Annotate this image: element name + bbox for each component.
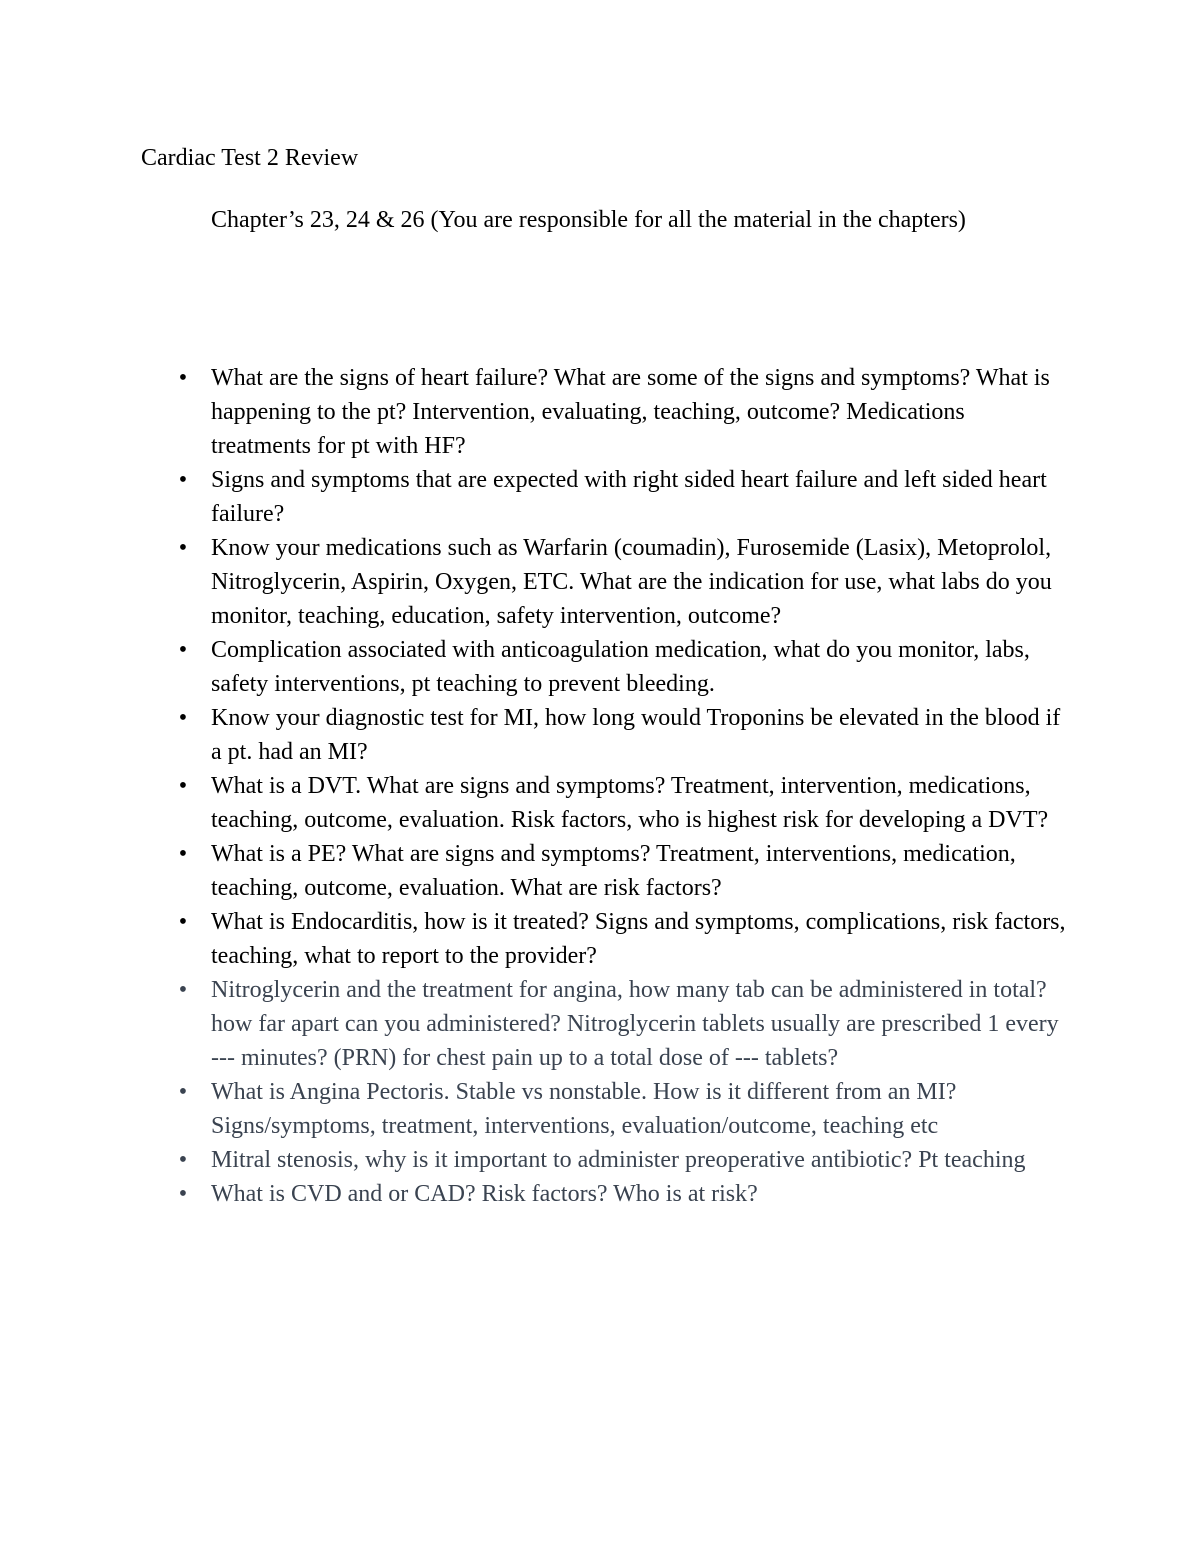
bullet-icon: • [178,637,188,663]
bullet-icon: • [178,773,188,799]
bullet-icon: • [178,535,188,561]
list-item [178,361,1069,463]
bullet-icon: • [178,977,188,1003]
document-title: Cardiac Test 2 Review [141,145,359,171]
bullet-icon: • [178,1147,188,1173]
chapters-note: Chapter’s 23, 24 & 26 (You are responsible for all the material in the chapters) [211,207,966,233]
list-item [178,1075,1069,1143]
list-item [178,1143,1069,1177]
list-item [178,1177,1069,1211]
list-item-text: What is Angina Pectoris. Stable vs nonstable. How is it different from an MI? Signs/symptoms, treatment, interventions, evaluation/outcome, teaching etc [211,1079,957,1139]
list-item-text: Mitral stenosis, why is it important to administer preoperative antibiotic? Pt teaching [211,1147,1026,1173]
bullet-icon: • [178,841,188,867]
list-item [178,463,1069,531]
list-item [178,905,1069,973]
list-item [178,973,1069,1075]
bullet-icon: • [178,705,188,731]
list-item [178,633,1069,701]
list-item-text: What is a PE? What are signs and symptoms? Treatment, interventions, medication, teaching, outcome, evaluation. What are risk factors? [211,841,1016,901]
list-item-text: What is Endocarditis, how is it treated? Signs and symptoms, complications, risk factors, teaching, what to report to the provider? [211,909,1066,969]
bullet-icon: • [178,467,188,493]
list-item-text: Nitroglycerin and the treatment for angina, how many tab can be administered in total? how far apart can you administered? Nitroglycerin tablets usually are prescribed 1 every --- minutes? (PRN) for chest pain up to a total dose of --- tablets? [211,977,1059,1071]
list-item-text: Signs and symptoms that are expected with right sided heart failure and left sided heart failure? [211,467,1047,527]
bullet-icon: • [178,365,188,391]
list-item-text: What are the signs of heart failure? What are some of the signs and symptoms? What is happening to the pt? Intervention, evaluating, teaching, outcome? Medications treatments for pt with HF? [211,365,1050,459]
list-item [178,531,1069,633]
list-item-text: What is CVD and or CAD? Risk factors? Who is at risk? [211,1181,758,1207]
list-item [178,837,1069,905]
bullet-icon: • [178,1079,188,1105]
list-item-text: Know your medications such as Warfarin (coumadin), Furosemide (Lasix), Metoprolol, Nitroglycerin, Aspirin, Oxygen, ETC. What are the indication for use, what labs do you monitor, teaching, education, safety intervention, outcome? [211,535,1052,629]
list-item-text: What is a DVT. What are signs and symptoms? Treatment, intervention, medications, teaching, outcome, evaluation. Risk factors, who is highest risk for developing a DVT? [211,773,1049,833]
list-item-text: Complication associated with anticoagulation medication, what do you monitor, labs, safety interventions, pt teaching to prevent bleeding. [211,637,1030,697]
list-item [178,701,1069,769]
review-question-list [178,361,1069,1211]
bullet-icon: • [178,1181,188,1207]
list-item-text: Know your diagnostic test for MI, how long would Troponins be elevated in the blood if a pt. had an MI? [211,705,1061,765]
list-item [178,769,1069,837]
bullet-icon: • [178,909,188,935]
